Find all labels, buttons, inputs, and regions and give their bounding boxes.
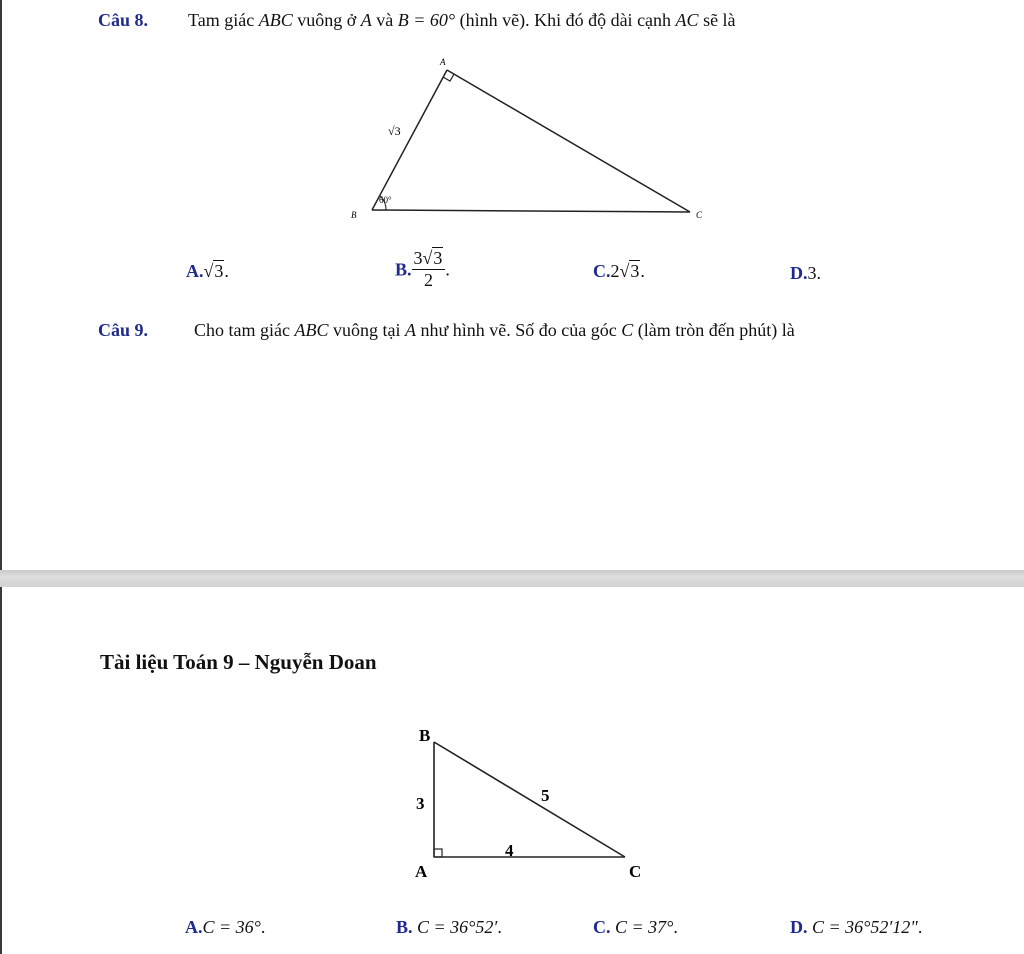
q8-option-d[interactable] bbox=[790, 263, 821, 284]
q8-side-ab bbox=[372, 70, 447, 210]
q8-option-d-suffix: . bbox=[816, 263, 821, 283]
q8-option-c-suffix: . bbox=[640, 261, 645, 281]
q9-option-a-suffix: . bbox=[260, 917, 266, 937]
q8-side-name: AC bbox=[675, 10, 699, 30]
q8-option-a[interactable] bbox=[186, 261, 229, 282]
q8-text-end: sẽ là bbox=[703, 10, 736, 30]
q8-side-bc bbox=[372, 210, 690, 212]
q9-option-a-expr: C = 36° bbox=[202, 917, 261, 937]
page-separator bbox=[0, 570, 1024, 587]
footer-heading: Tài liệu Toán 9 – Nguyễn Doan bbox=[100, 650, 377, 674]
q8-option-d-value: 3 bbox=[807, 263, 817, 283]
q9-option-b-letter: B. bbox=[396, 917, 413, 937]
q8-angle-b-label: 60° bbox=[379, 195, 392, 205]
q8-text-mid1: vuông ở bbox=[297, 10, 357, 30]
q8-side-ac bbox=[447, 70, 690, 212]
q8-text-mid2: và bbox=[376, 10, 394, 30]
q8-label-c: C bbox=[696, 210, 703, 220]
document-page-1 bbox=[2, 0, 1024, 570]
q8-label-a: A bbox=[440, 57, 446, 67]
q8-option-b-suffix: . bbox=[445, 259, 450, 280]
q9-option-b-suffix: . bbox=[497, 917, 502, 937]
q8-option-c-letter: C. bbox=[593, 261, 611, 281]
q9-triangle-figure bbox=[2, 587, 1024, 954]
q8-option-c-coef: 2 bbox=[610, 261, 620, 281]
q8-option-b-sqrt-sign: √ bbox=[422, 248, 433, 268]
q9-side-ac-label: 4 bbox=[505, 841, 514, 860]
q8-option-b[interactable] bbox=[395, 249, 450, 291]
q8-vertex-a: A bbox=[360, 10, 372, 30]
q8-option-a-letter: A. bbox=[186, 261, 204, 281]
q9-label-c: C bbox=[629, 862, 642, 881]
q9-option-d[interactable] bbox=[790, 917, 922, 938]
q9-option-a-letter: A. bbox=[185, 917, 203, 937]
q8-triangle-figure bbox=[2, 0, 1024, 240]
q9-text-mid2: như hình vẽ. Số đo của góc bbox=[420, 320, 617, 340]
q9-right-angle-mark bbox=[434, 849, 442, 857]
q9-option-c-expr: C = 37° bbox=[615, 917, 674, 937]
q9-text-prefix: Cho tam giác bbox=[194, 320, 290, 340]
question-8-label: Câu 8. bbox=[98, 10, 149, 30]
q9-label-a: A bbox=[415, 862, 428, 881]
q9-option-c-letter: C. bbox=[593, 917, 611, 937]
q9-side-ab-label: 3 bbox=[416, 794, 425, 813]
q8-option-c-sqrt-sign: √ bbox=[619, 261, 630, 281]
q8-option-b-fraction bbox=[412, 249, 446, 291]
q8-option-b-denominator: 2 bbox=[423, 269, 433, 290]
q9-text-end: (làm tròn đến phút) là bbox=[637, 320, 795, 340]
q9-option-d-letter: D. bbox=[790, 917, 808, 937]
q9-label-b: B bbox=[419, 726, 431, 745]
q8-option-a-sqrt-arg: 3 bbox=[214, 261, 224, 281]
document-page-2 bbox=[2, 587, 1024, 954]
q8-angle-expression: B = 60° bbox=[397, 10, 456, 30]
q8-option-b-numerator bbox=[412, 249, 446, 270]
q9-option-a[interactable] bbox=[185, 917, 265, 938]
q8-option-b-sqrt-arg: 3 bbox=[433, 248, 443, 268]
question-9-text bbox=[194, 320, 795, 341]
q9-vertex-a: A bbox=[404, 320, 416, 340]
q9-angle-name: C bbox=[621, 320, 634, 340]
q8-option-a-sqrt-sign: √ bbox=[203, 261, 214, 281]
q9-option-b[interactable] bbox=[396, 917, 502, 938]
question-9-line bbox=[98, 320, 148, 341]
q8-option-b-coef: 3 bbox=[413, 248, 423, 268]
q9-text-mid1: vuông tại bbox=[332, 320, 401, 340]
q8-text-prefix: Tam giác bbox=[188, 10, 255, 30]
q8-option-c[interactable] bbox=[593, 261, 645, 282]
q9-option-d-suffix: . bbox=[917, 917, 923, 937]
q8-text-mid3: (hình vẽ). Khi đó độ dài cạnh bbox=[459, 10, 672, 30]
q9-side-bc bbox=[434, 742, 625, 857]
q9-option-d-expr: C = 36°52′12" bbox=[812, 917, 918, 937]
q8-option-d-letter: D. bbox=[790, 263, 808, 283]
q8-option-b-letter: B. bbox=[395, 259, 412, 280]
q8-side-ab-label: √3 bbox=[388, 124, 401, 138]
q8-label-b: B bbox=[351, 210, 357, 220]
q8-triangle-name: ABC bbox=[258, 10, 293, 30]
question-9-label: Câu 9. bbox=[98, 320, 149, 340]
q9-option-c[interactable] bbox=[593, 917, 678, 938]
q9-side-bc-label: 5 bbox=[541, 786, 550, 805]
q8-option-c-sqrt-arg: 3 bbox=[630, 261, 640, 281]
q9-triangle-name: ABC bbox=[294, 320, 329, 340]
q8-option-a-suffix: . bbox=[224, 261, 229, 281]
q9-option-c-suffix: . bbox=[673, 917, 678, 937]
q9-option-b-expr: C = 36°52′ bbox=[417, 917, 498, 937]
